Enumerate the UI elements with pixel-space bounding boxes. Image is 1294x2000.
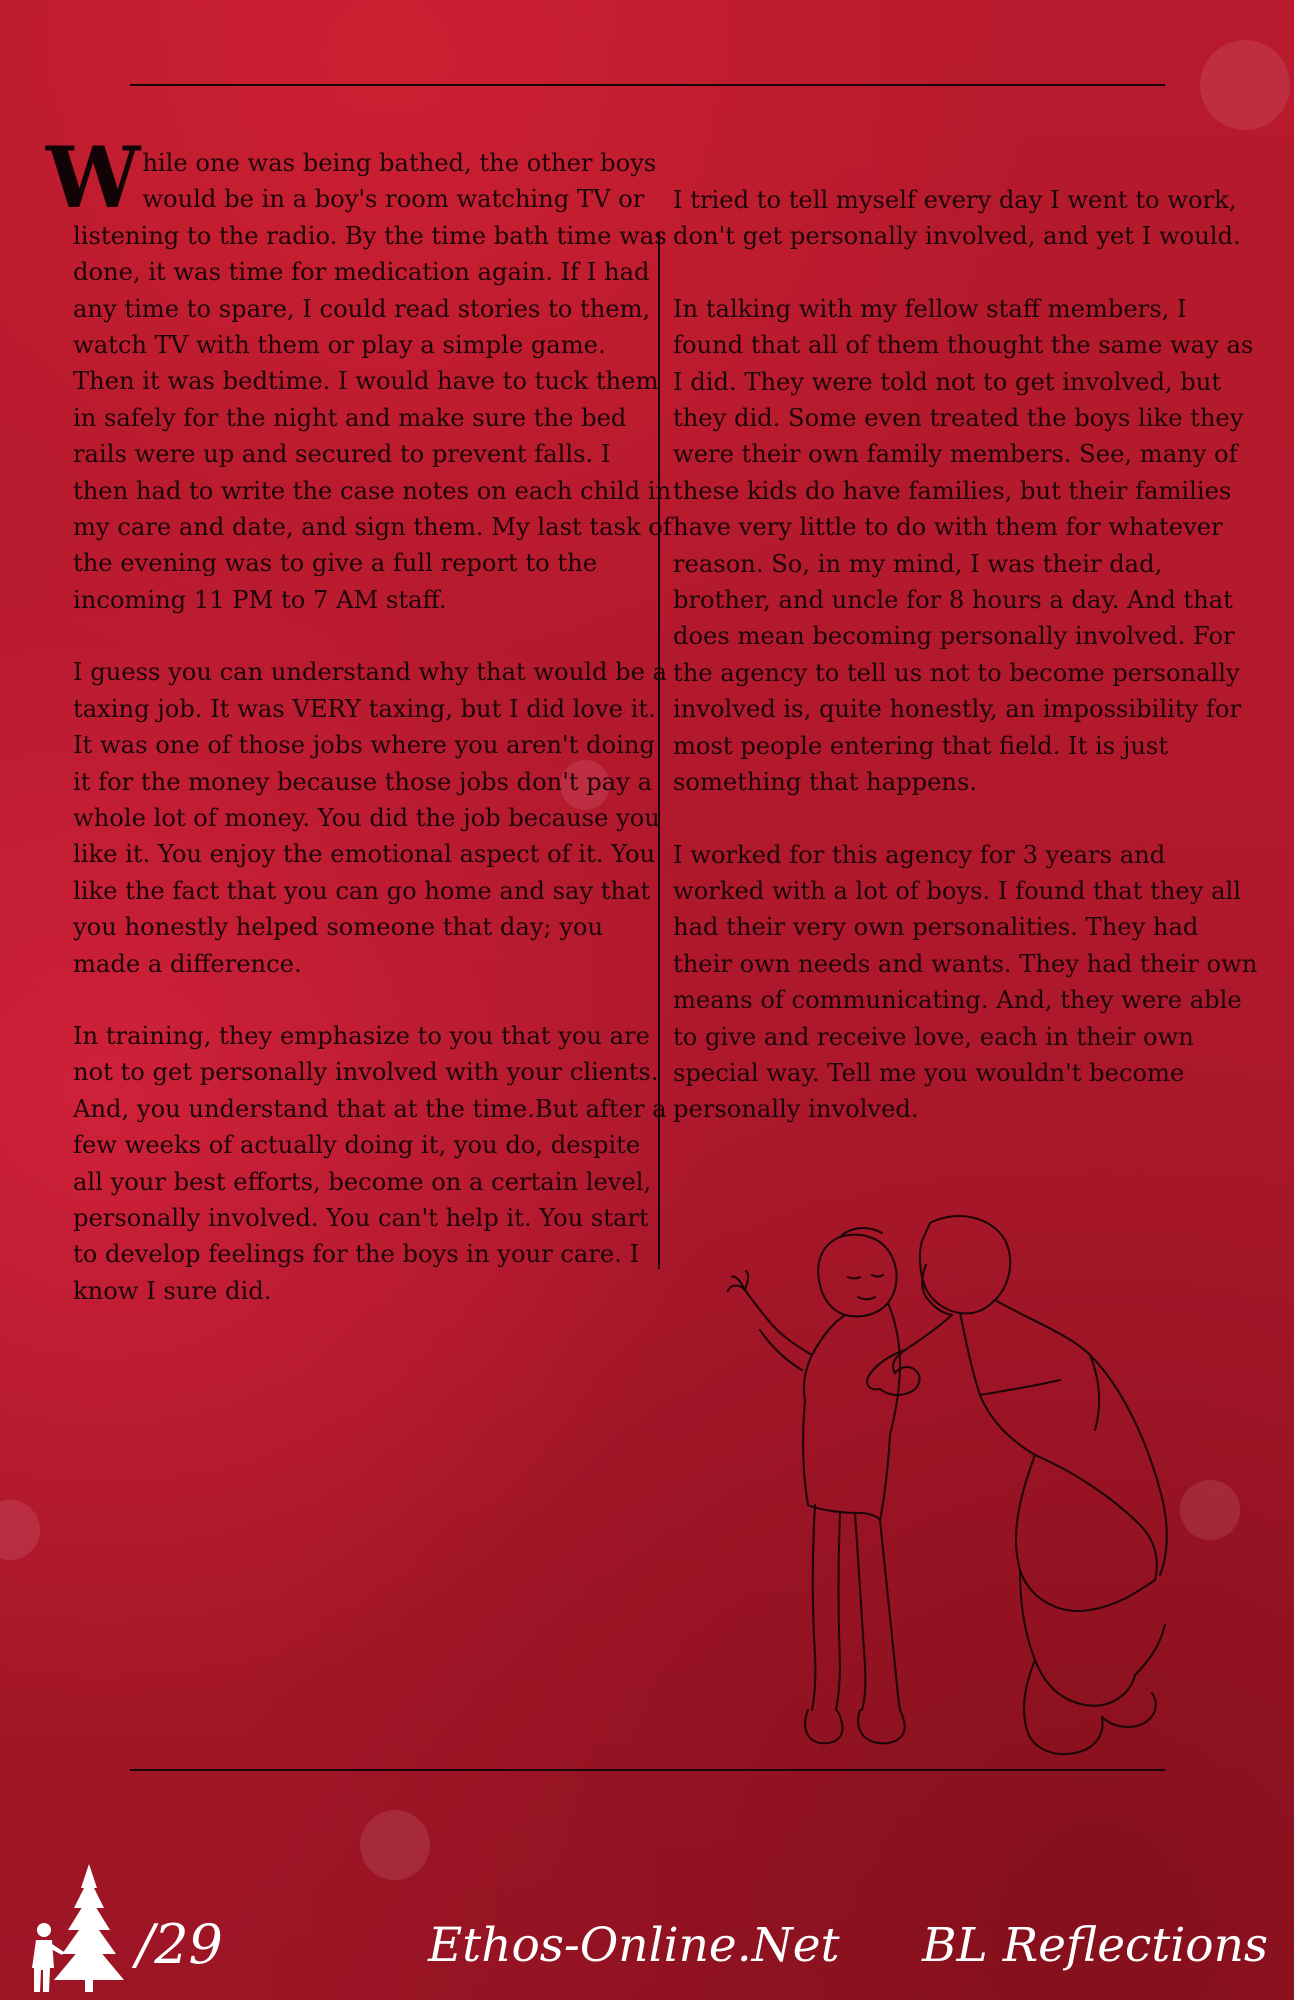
paragraph	[46, 128, 673, 618]
publication-name: BL Reflections	[922, 1918, 1268, 1973]
paragraph: I worked for this agency for 3 years and worked with a lot of boys. I found that they all had their very own personalities. They had their own needs and wants. They had their own means of communicating. And, they were able to give and receive love, each in their own special way. Tell me you wouldn't become personally involved.	[673, 840, 1258, 1124]
paragraph: I guess you can understand why that would be a taxing job. It was VERY taxing, but I did love it. It was one of those jobs where you aren't doing it for the money because those jobs don't pay a whole lot of money. You did the job because you like it. You enjoy the emotional aspect of it. You like the fact that you can go home and say that you honestly helped someone that day; you made a difference.	[73, 658, 668, 978]
paragraph: In training, they emphasize to you that you are not to get personally involved with your clients. And, you understand that at the time.But after a few weeks of actually doing it, you do, despite all your best efforts, become on a certain level, personally involved. You can't help it. You start to develop feelings for the boys in your care. I know I sure did.	[73, 1021, 667, 1305]
article-right-column	[673, 182, 1258, 1128]
top-rule	[130, 84, 1165, 86]
man-hugging-boy-illustration	[690, 1205, 1235, 1780]
paragraph: I tried to tell myself every day I went to work, don't get personally involved, and yet I would.	[673, 186, 1241, 251]
drop-cap: W	[46, 128, 141, 227]
paragraph: In talking with my fellow staff members, I found that all of them thought the same way as I did. They were told not to get involved, but they did. Some even treated the boys like they were their own family members. See, many of these kids do have families, but their families have very little to do with them for whatever reason. So, in my mind, I was their dad, brother, and uncle for 8 hours a day. And that does mean becoming personally involved. For the agency to tell us not to become personally involved is, quite honestly, an impossibility for most people entering that field. It is just something that happens.	[673, 294, 1254, 797]
christmas-tree-boy-icon	[24, 1860, 134, 1995]
bokeh-light	[360, 1810, 430, 1880]
bokeh-light	[0, 1500, 40, 1560]
site-name: Ethos-Online.Net	[428, 1918, 840, 1973]
page-number: /29	[136, 1913, 223, 1976]
article-left-column	[46, 128, 673, 1309]
paragraph-text: hile one was being bathed, the other boys would be in a boy's room watching TV or listening to the radio. By the time bath time was done, it was time for medication again. If I had any time to spare, I could read stories to them, watch TV with them or play a simple game. Then it was bedtime. I would have to tuck them in safely for the night and make sure the bed rails were up and secured to prevent falls. I then had to write the case notes on each child in my care and date, and sign them. My last task of the evening was to give a full report to the incoming 11 PM to 7 AM staff.	[73, 149, 672, 614]
bokeh-light	[1200, 40, 1290, 130]
